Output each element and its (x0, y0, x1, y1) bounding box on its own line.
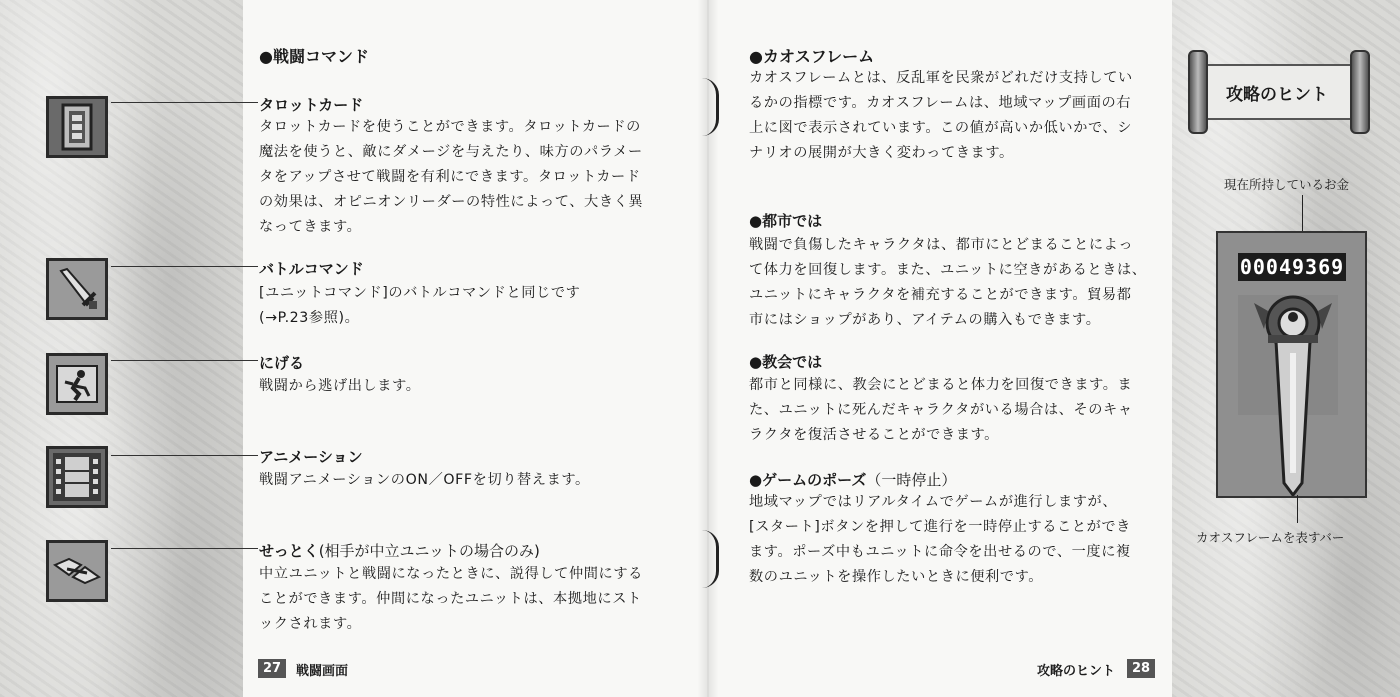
handshake-icon (46, 540, 108, 602)
caption-chaos-bar: カオスフレームを表すバー (1196, 530, 1345, 545)
game-screenshot (1216, 231, 1367, 498)
section-title-city: ●都市では (749, 212, 823, 230)
money-counter: 00049369 (1239, 255, 1345, 279)
section-desc-city: 戦闘で負傷したキャラクタは、都市にとどまることによっ て体力を回復します。また、ユニットに空きがあるときは、 ユニットにキャラクタを補充することができます。貿易都 市にはショップがあり、アイテムの購入もできます。 (749, 237, 1147, 328)
command-desc-animation: 戦闘アニメーションのON／OFFを切り替えます。 (259, 472, 590, 488)
leader-line (111, 360, 258, 361)
banner-title: 攻略のヒント (1226, 85, 1328, 105)
running-figure-icon (46, 353, 108, 415)
tarot-card-icon (46, 96, 108, 158)
section-title-church: ●教会では (749, 353, 823, 371)
leader-line (111, 102, 258, 103)
command-title-tarot: タロットカード (259, 96, 364, 114)
left-marble-border (0, 0, 243, 697)
section-title-battle-commands: ●戦闘コマンド (259, 47, 369, 66)
page-number-left: 27 (258, 659, 286, 678)
command-desc-tarot: タロットカードを使うことができます。タロットカードの 魔法を使うと、敵にダメージを与えたり、味方のパラメー タをアップさせて戦闘を有利にできます。タロットカード の効果は、オピニオンリーダーの特性によって、大きく異 なってきます。 (259, 119, 644, 235)
footer-title-right: 攻略のヒント (1037, 664, 1116, 679)
scroll-roll-right-icon (1350, 50, 1370, 134)
section-desc-church: 都市と同様に、教会にとどまると体力を回復できます。ま た、ユニットに死んだキャラクタがいる場合は、そのキャ ラクタを復活させることができます。 (749, 377, 1133, 443)
command-note-persuade: (相手が中立ユニットの場合のみ) (318, 542, 540, 560)
section-title-chaos-frame: ●カオスフレーム (749, 47, 875, 66)
section-title-pause: ●ゲームのポーズ（一時停止） (749, 471, 957, 489)
command-desc-escape: 戦闘から逃げ出します。 (259, 378, 421, 394)
binding-ring-icon (702, 78, 719, 136)
command-desc-battle: [ユニットコマンド]のバトルコマンドと同じです (→P.23参照)。 (259, 285, 581, 326)
section-desc-pause: 地域マップではリアルタイムでゲームが進行しますが、 [スタート]ボタンを押して進行を一時停止することができ ます。ポーズ中もユニットに命令を出せるので、一度に複 数のユニットを操作したいときに便利です。 (749, 494, 1131, 585)
binding-ring-icon (702, 530, 719, 588)
film-strip-icon (46, 446, 108, 508)
command-title-persuade: せっとく(相手が中立ユニットの場合のみ) (259, 542, 540, 560)
leader-line (111, 266, 258, 267)
caption-current-money: 現在所持しているお金 (1224, 177, 1350, 192)
leader-line (111, 455, 258, 456)
sword-icon (46, 258, 108, 320)
command-title-battle: バトルコマンド (259, 260, 364, 278)
section-note-pause: （一時停止） (866, 471, 957, 489)
command-title-animation: アニメーション (259, 448, 363, 466)
chaos-frame-bar-illustration (1218, 233, 1367, 498)
leader-line (111, 548, 258, 549)
hint-banner (1188, 50, 1370, 134)
command-title-escape: にげる (259, 354, 305, 372)
page-number-right: 28 (1127, 659, 1155, 678)
caption-line-bar (1297, 495, 1298, 523)
command-desc-persuade: 中立ユニットと戦闘になったときに、説得して仲間にする ことができます。仲間になったユニットは、本拠地にスト ックされます。 (259, 566, 643, 632)
section-desc-chaos-frame: カオスフレームとは、反乱軍を民衆がどれだけ支持してい るかの指標です。カオスフレームは、地域マップ画面の右 上に図で表示されています。この値が高いか低いかで、シ ナリオの展開が大きく変わってきます。 (749, 70, 1133, 161)
footer-title-left: 戦闘画面 (296, 664, 349, 679)
